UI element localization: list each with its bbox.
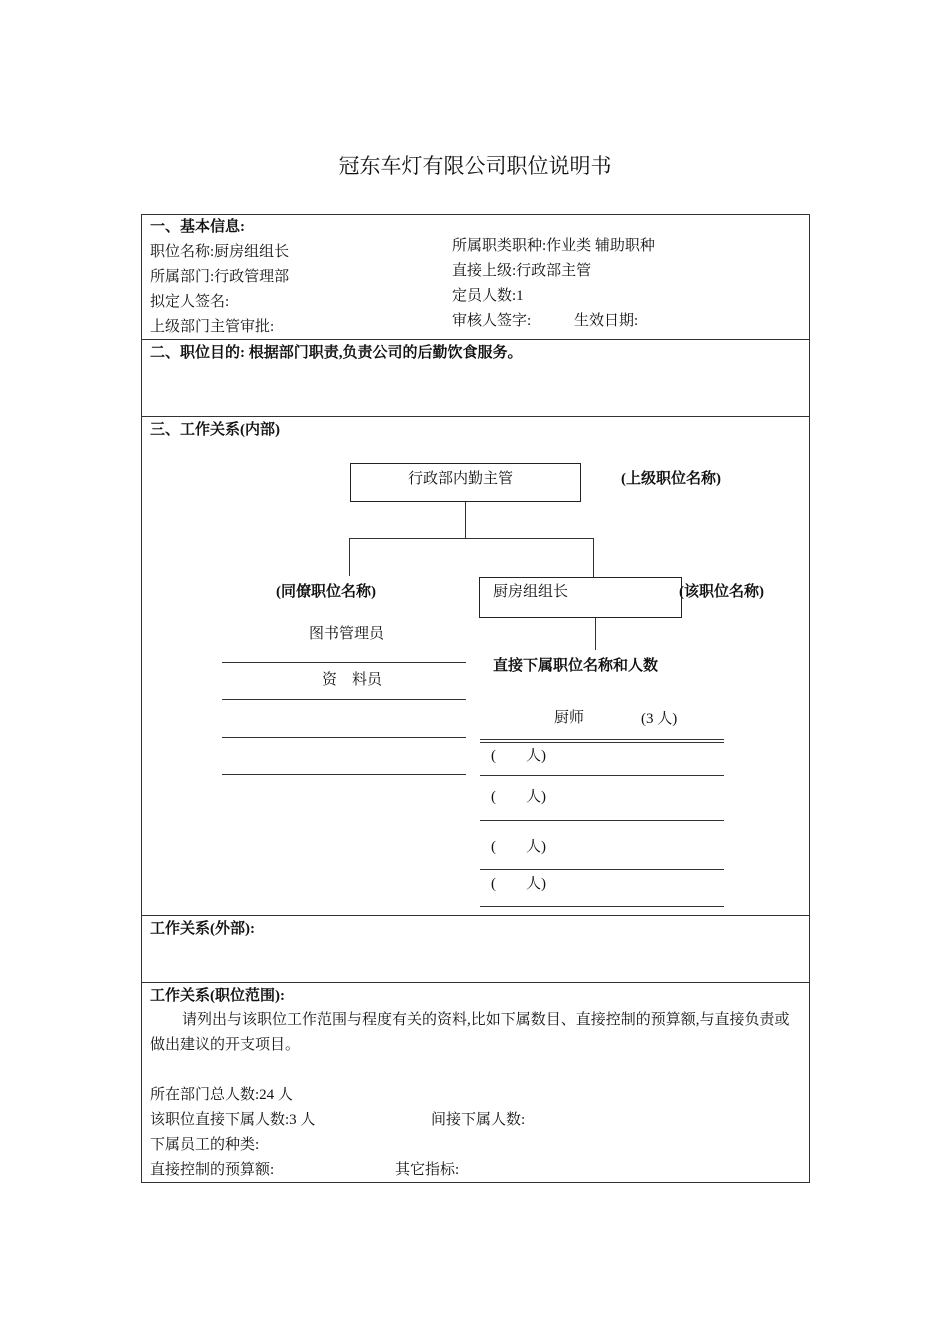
peer-line-2: [222, 699, 466, 700]
subordinate-slot-5: ( 人): [491, 876, 546, 892]
subordinate-slot-2: ( 人): [491, 748, 546, 764]
other-indicators: 其它指标:: [395, 1162, 460, 1178]
org-connector-horizontal: [349, 538, 593, 539]
org-connector-vertical: [465, 502, 466, 538]
subordinate-slot-3: ( 人): [491, 789, 546, 805]
direct-reports-count: 该职位直接下属人数:3 人: [150, 1112, 316, 1128]
department-total-headcount: 所在部门总人数:24 人: [150, 1087, 293, 1103]
superior-position-label: 行政部内勤主管: [408, 471, 514, 487]
current-position-caption: (该职位名称): [679, 584, 764, 600]
peer-position-2: 资 料员: [322, 672, 383, 688]
section-external-relations-heading: 工作关系(外部):: [150, 921, 255, 937]
reviewer-signature: 审核人签字:: [452, 313, 532, 329]
peer-position-1: 图书管理员: [309, 626, 385, 642]
superior-position-caption: (上级职位名称): [621, 471, 721, 487]
drafter-signature: 拟定人签名:: [150, 294, 230, 310]
peer-line-3: [222, 737, 466, 738]
direct-budget: 直接控制的预算额:: [150, 1162, 275, 1178]
department: 所属部门:行政管理部: [150, 269, 290, 285]
indirect-reports-count: 间接下属人数:: [431, 1112, 526, 1128]
peer-line-1: [222, 662, 466, 663]
section-internal-relations-heading: 三、工作关系(内部): [150, 422, 280, 438]
subordinate-line-1: [480, 739, 724, 740]
supervisor-approval: 上级部门主管审批:: [150, 319, 275, 335]
job-category: 所属职类职种:作业类 辅助职种: [452, 238, 655, 254]
subordinate-line-5: [480, 906, 724, 907]
effective-date: 生效日期:: [574, 313, 639, 329]
org-connector-subordinates: [595, 618, 596, 650]
subordinate-staff-types: 下属员工的种类:: [150, 1137, 260, 1153]
row-divider-3: [141, 915, 810, 916]
document-title: 冠东车灯有限公司职位说明书: [338, 154, 612, 178]
scope-instruction: 请列出与该职位工作范围与程度有关的资料,比如下属数目、直接控制的预算额,与直接负责或做出建议的开支项目。: [150, 1012, 790, 1053]
subordinate-slot-4: ( 人): [491, 839, 546, 855]
org-connector-right-drop: [593, 538, 594, 578]
row-divider-4: [141, 982, 810, 983]
peer-position-caption: (同僚职位名称): [276, 584, 376, 600]
position-name: 职位名称:厨房组组长: [150, 244, 290, 260]
subordinate-line-3: [480, 820, 724, 821]
direct-superior: 直接上级:行政部主管: [452, 263, 592, 279]
peer-line-4: [222, 774, 466, 775]
section-scope-heading: 工作关系(职位范围):: [150, 988, 285, 1004]
subordinate-name-1: 厨师: [554, 710, 585, 726]
section-purpose-heading: 二、职位目的: 根据部门职责,负责公司的后勤饮食服务。: [150, 345, 523, 361]
subordinates-caption: 直接下属职位名称和人数: [493, 658, 659, 674]
section-basic-info-heading: 一、基本信息:: [150, 219, 245, 235]
subordinate-line-2: [480, 775, 724, 776]
row-divider-2: [141, 416, 810, 417]
headcount: 定员人数:1: [452, 288, 524, 304]
subordinate-line-1b: [480, 742, 724, 743]
org-connector-left-drop: [349, 538, 350, 576]
current-position-label: 厨房组组长: [493, 584, 569, 600]
row-divider-1: [141, 339, 810, 340]
subordinate-line-4: [480, 869, 724, 870]
subordinate-count-1: (3 人): [641, 711, 678, 727]
